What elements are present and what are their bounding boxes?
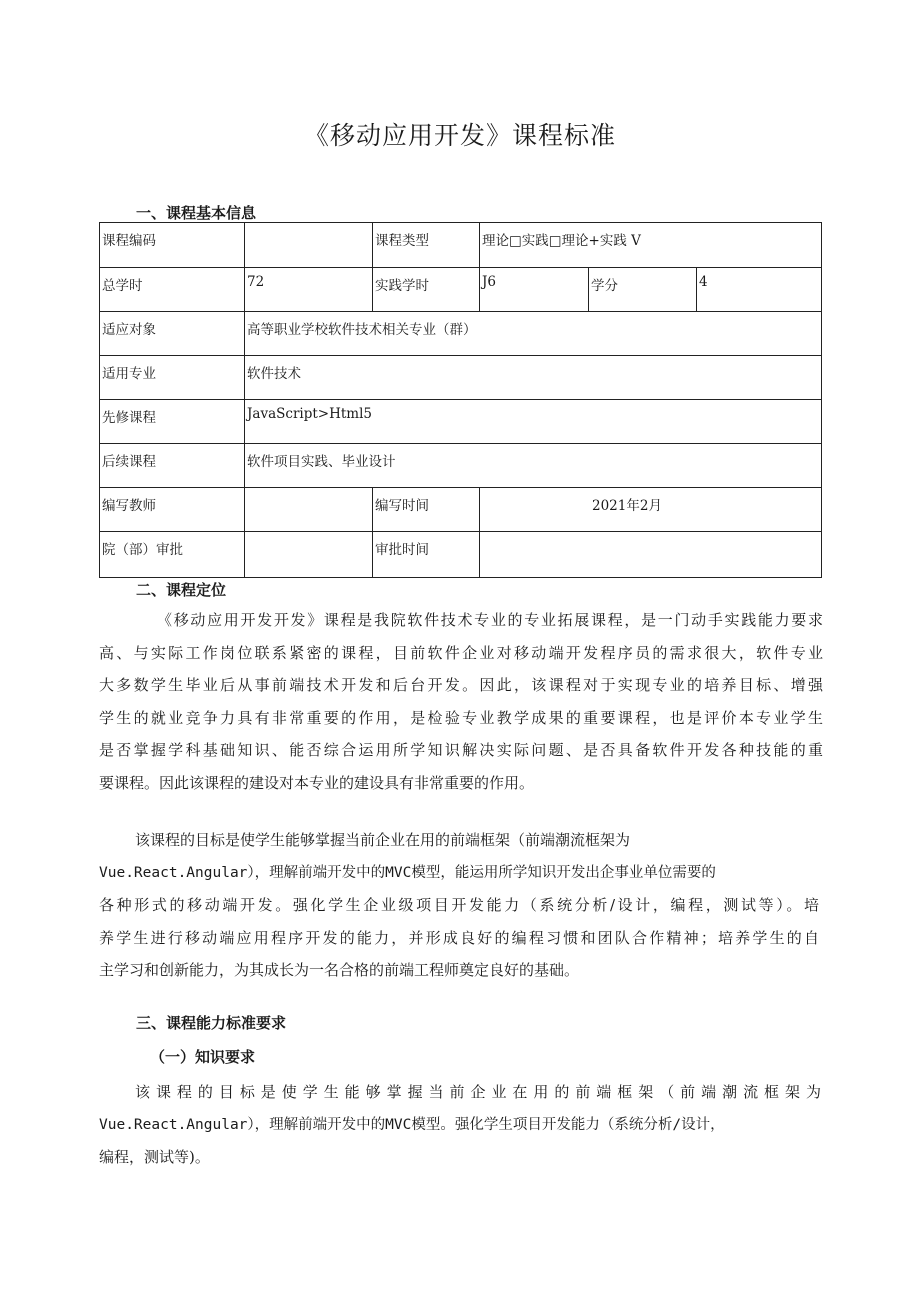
cell-value: 高等职业学校软件技术相关专业（群） [245,312,822,356]
table-row [100,532,822,578]
cell-label: 编写时间 [373,488,480,532]
table-row [100,400,822,444]
knowledge-paragraph [99,1076,823,1174]
cell-label: 适用专业 [100,356,245,400]
paragraph-line: Vue.React.Angular），理解前端开发中的MVC模型，能运用所学知识开发出企事业单位需要的 [99,864,716,881]
paragraph-line: 大多数学生毕业后从事前端技术开发和后台开发。因此，该课程对于实现专业的培养目标、增强 [99,676,823,694]
goal-paragraph [99,824,819,987]
paragraph-line: 主学习和创新能力，为其成长为一名合格的前端工程师奠定良好的基础。 [99,961,580,979]
cell-value [245,223,373,268]
cell-label: 学分 [589,268,697,312]
paragraph-line: 学生的就业竞争力具有非常重要的作用，是检验专业教学成果的重要课程，也是评价本专业学生 [99,708,823,727]
table-row [100,223,822,268]
cell-label: 总学时 [100,268,245,312]
cell-label: 编写教师 [100,488,245,532]
cell-label: 后续课程 [100,444,245,488]
cell-value [245,532,373,578]
table-row [100,268,822,312]
cell-label: 实践学时 [373,268,480,312]
paragraph-line: 养学生进行移动端应用程序开发的能力，并形成良好的编程习惯和团队合作精神；培养学生的自 [99,928,819,947]
paragraph-line: 该课程的目标是使学生能够掌握当前企业在用的前端框架（前端潮流框架为 [135,1083,823,1101]
page-title: 《移动应用开发》课程标准 [303,121,616,150]
subheading-knowledge: （一）知识要求 [150,1048,256,1066]
paragraph-line: 要课程。因此该课程的建设对本专业的建设具有非常重要的作用。 [99,773,535,792]
paragraph-line: Vue.React.Angular），理解前端开发中的MVC模型。强化学生项目开发能力（系统分析/设计， [99,1116,725,1133]
paragraph-line: 《移动应用开发开发》课程是我院软件技术专业的专业拓展课程，是一门动手实践能力要求 [157,611,823,629]
paragraph-line: 是否掌握学科基础知识、能否综合运用所学知识解决实际问题、是否具备软件开发各种技能的重 [99,741,823,759]
section-heading-basic-info: 一、课程基本信息 [136,204,257,222]
cell-label: 审批时间 [373,532,480,578]
paragraph-line: 编程，测试等)。 [99,1148,210,1166]
cell-value: 理论□实践□理论+实践 V [480,223,822,268]
course-info-table [99,222,822,578]
table-row [100,312,822,356]
cell-value: 2021年2月 [480,488,822,532]
table-row [100,356,822,400]
cell-label: 课程类型 [373,223,480,268]
cell-value: JavaScript>Html5 [245,400,822,444]
paragraph-line: 该课程的目标是使学生能够掌握当前企业在用的前端框架（前端潮流框架为 [135,831,631,849]
cell-value: 72 [245,268,373,312]
cell-value: 软件项目实践、毕业设计 [245,444,822,488]
cell-label: 先修课程 [100,400,245,444]
positioning-paragraph [99,604,823,799]
paragraph-line: 各种形式的移动端开发。强化学生企业级项目开发能力（系统分析/设计，编程，测试等）。培 [99,896,819,914]
cell-value [245,488,373,532]
section-heading-ability-standards: 三、课程能力标准要求 [136,1014,287,1032]
cell-value: J6 [480,268,589,312]
cell-label: 院（部）审批 [100,532,245,578]
cell-value: 4 [697,268,822,312]
table-row [100,488,822,532]
cell-label: 适应对象 [100,312,245,356]
paragraph-line: 高、与实际工作岗位联系紧密的课程，目前软件企业对移动端开发程序员的需求很大，软件专业 [99,643,823,662]
table-row [100,444,822,488]
cell-label: 课程编码 [100,223,245,268]
section-heading-positioning: 二、课程定位 [136,581,227,599]
cell-value [480,532,822,578]
cell-value: 软件技术 [245,356,822,400]
